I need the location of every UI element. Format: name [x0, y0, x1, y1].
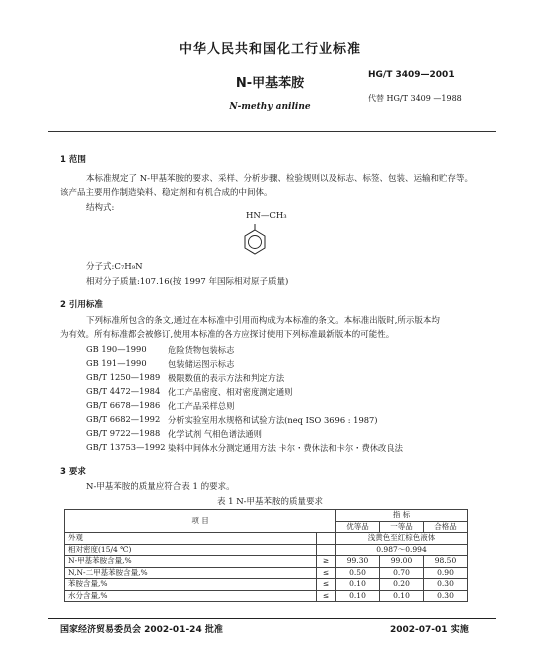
table-header-row	[65, 510, 468, 522]
operator-cell	[317, 544, 336, 556]
value-cell: 0.10	[336, 579, 380, 591]
value-cell: 99.00	[380, 556, 424, 568]
value-cell: 0.70	[380, 567, 424, 579]
ref-title: 分析实验室用水规格和试验方法(neq ISO 3696 : 1987)	[168, 415, 378, 425]
table-row	[65, 579, 468, 591]
ref-title: 包装储运图示标志	[168, 359, 235, 369]
ref-code: GB/T 13753—1992	[86, 442, 166, 452]
ref-title: 化学试剂 气相色谱法通则	[168, 429, 262, 439]
org-title: 中华人民共和国化工行业标准	[178, 42, 361, 57]
normative-text-line-2: 为有效。所有标准都会被修订,使用本标准的各方应探讨使用下列标准最新版本的可能性。	[60, 330, 395, 340]
operator-cell	[317, 533, 336, 545]
value-cell: 98.50	[423, 556, 467, 568]
operator-cell: ≥	[317, 556, 336, 568]
value-cell: 0.30	[423, 590, 467, 602]
grade-header: 优等品	[336, 521, 380, 533]
ref-title: 染料中间体水分测定通用方法 卡尔・费休法和卡尔・费休改良法	[168, 443, 403, 453]
item-cell: N,N-二甲基苯胺含量,%	[65, 567, 317, 579]
requirement-text: N-甲基苯胺的质量应符合表 1 的要求。	[86, 482, 235, 492]
molecular-formula: 分子式:C₇H₉N	[86, 262, 143, 272]
ref-code: GB 190—1990	[86, 344, 147, 354]
standard-number: HG/T 3409—2001	[368, 70, 455, 80]
structure-substituent: HN—CH₃	[246, 211, 287, 221]
molecular-weight: 相对分子质量:107.16(按 1997 年国际相对原子质量)	[86, 277, 289, 287]
ref-code: GB/T 6678—1986	[86, 400, 161, 410]
merged-value-cell: 0.987～0.994	[336, 544, 468, 556]
ref-title: 极限数值的表示方法和判定方法	[168, 373, 285, 383]
section-3-heading: 3 要求	[60, 467, 86, 477]
operator-cell: ≤	[317, 579, 336, 591]
header-rule	[48, 131, 496, 132]
ref-title: 化工产品密度、相对密度测定通则	[168, 387, 293, 397]
col-item-header: 项 目	[65, 510, 336, 533]
value-cell: 0.50	[336, 567, 380, 579]
scope-text-line-1: 本标准规定了 N-甲基苯胺的要求、采样、分析步骤、检验规则以及标志、标签、包装、运输和贮存等。	[86, 174, 474, 184]
standard-title-cn: N-甲基苯胺	[235, 76, 305, 91]
table-caption: 表 1 N-甲基苯胺的质量要求	[216, 497, 324, 507]
table-row	[65, 567, 468, 579]
ref-title: 危险货物包装标志	[168, 345, 235, 355]
quality-table	[64, 509, 468, 602]
grade-header: 合格品	[423, 521, 467, 533]
structure-label: 结构式:	[86, 203, 115, 213]
ref-code: GB/T 4472—1984	[86, 386, 161, 396]
footer-rule	[48, 618, 496, 619]
table-row	[65, 556, 468, 568]
ref-code: GB 191—1990	[86, 358, 147, 368]
operator-cell: ≤	[317, 590, 336, 602]
approval-note: 国家经济贸易委员会 2002-01-24 批准	[60, 625, 223, 635]
standard-title-en: N-methy aniline	[229, 102, 311, 112]
grade-header: 一等品	[380, 521, 424, 533]
value-cell: 0.20	[380, 579, 424, 591]
ref-title: 化工产品采样总则	[168, 401, 235, 411]
implementation-date: 2002-07-01 实施	[390, 625, 469, 635]
section-1-heading: 1 范围	[60, 155, 86, 165]
value-cell: 99.30	[336, 556, 380, 568]
ref-code: GB/T 9722—1988	[86, 428, 161, 438]
value-cell: 0.30	[423, 579, 467, 591]
benzene-ring-icon	[243, 224, 267, 262]
table-row	[65, 544, 468, 556]
section-2-heading: 2 引用标准	[60, 300, 103, 310]
ref-code: GB/T 1250—1989	[86, 372, 161, 382]
operator-cell: ≤	[317, 567, 336, 579]
value-cell: 0.10	[380, 590, 424, 602]
replaces-note: 代替 HG/T 3409 —1988	[368, 94, 462, 103]
item-cell: 外观	[65, 533, 317, 545]
item-cell: 水分含量,%	[65, 590, 317, 602]
item-cell: 苯胺含量,%	[65, 579, 317, 591]
scope-text-line-2: 该产品主要用作制造染料、稳定剂和有机合成的中间体。	[60, 188, 273, 198]
merged-value-cell: 浅黄色至红棕色液体	[336, 533, 468, 545]
item-cell: 相对密度(15/4 ℃)	[65, 544, 317, 556]
col-index-header: 指 标	[336, 510, 468, 522]
table-row	[65, 533, 468, 545]
normative-text-line-1: 下列标准所包含的条文,通过在本标准中引用而构成为本标准的条文。本标准出版时,所示版本均	[86, 316, 440, 326]
value-cell: 0.10	[336, 590, 380, 602]
item-cell: N-甲基苯胺含量,%	[65, 556, 317, 568]
table-row	[65, 590, 468, 602]
ref-code: GB/T 6682—1992	[86, 414, 161, 424]
value-cell: 0.90	[423, 567, 467, 579]
